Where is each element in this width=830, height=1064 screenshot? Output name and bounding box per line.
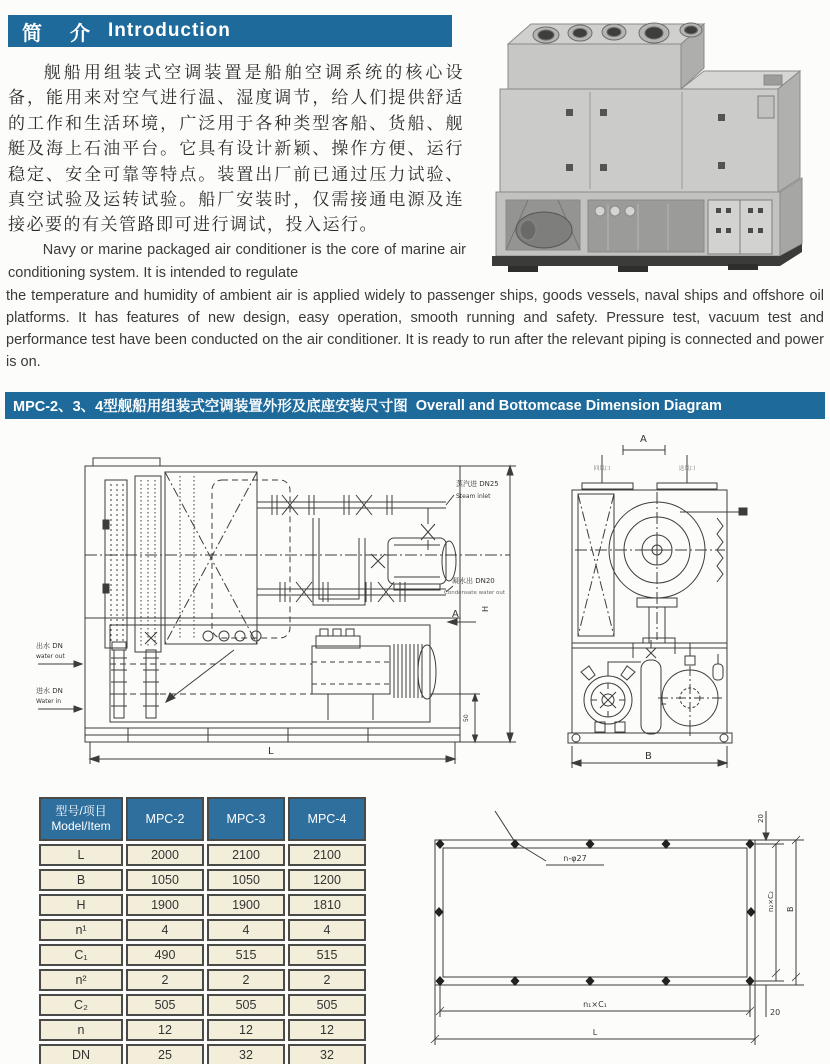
product-photo	[468, 6, 830, 282]
table-header-row	[39, 797, 366, 841]
dimension-value: 2	[288, 969, 366, 991]
dim-b-vertical: B	[786, 906, 795, 912]
dimension-value: 2100	[207, 844, 285, 866]
table-row	[39, 919, 366, 941]
dimension-value: 505	[288, 994, 366, 1016]
table-header-model-item	[39, 797, 123, 841]
hole-count-note: n-φ27	[563, 854, 587, 863]
dimension-section-header-bar	[5, 392, 825, 419]
table-row	[39, 894, 366, 916]
dimension-value: 515	[288, 944, 366, 966]
intro-title-zh: 简 介	[22, 22, 94, 45]
dimension-value: 1900	[126, 894, 204, 916]
intro-header-bar	[8, 15, 452, 47]
table-row	[39, 969, 366, 991]
water-out-label-en: water out	[36, 653, 65, 660]
dimension-value: 1810	[288, 894, 366, 916]
dimension-value: 12	[207, 1019, 285, 1041]
condensate-out-label-zh: 凝水出 DN20	[452, 577, 495, 585]
steam-inlet-label-zh: 蒸汽进 DN25	[456, 480, 499, 488]
return-air-nozzle-label: 回风口	[593, 466, 611, 472]
dimension-value: 2	[126, 969, 204, 991]
water-out-label-zh: 出水 DN	[36, 642, 63, 650]
row-label: C₂	[39, 994, 123, 1016]
dimension-value: 2000	[126, 844, 204, 866]
column-mpc4: MPC-4	[288, 797, 366, 841]
table-row	[39, 1019, 366, 1041]
dim-n2c2: n₂×C₂	[767, 891, 775, 912]
water-in-label-zh: 进水 DN	[36, 687, 63, 695]
row-label: B	[39, 869, 123, 891]
base-height-dim-label: 50	[463, 714, 470, 722]
dim-20-top: 20	[757, 814, 765, 823]
dim-n1c1: n₁×C₁	[583, 1000, 607, 1009]
water-in-label-en: Water in	[36, 698, 62, 705]
dimension-value: 2100	[288, 844, 366, 866]
supply-air-nozzle-label: 送风口	[678, 466, 696, 472]
dimension-value: 12	[288, 1019, 366, 1041]
row-label: L	[39, 844, 123, 866]
dimension-value: 4	[207, 919, 285, 941]
dimension-table-body	[39, 844, 366, 1064]
dim-20-bottom: 20	[770, 1008, 781, 1017]
table-row	[39, 944, 366, 966]
row-label: n²	[39, 969, 123, 991]
bolt-hole-markers	[435, 839, 756, 986]
table-header-en: Model/Item	[51, 819, 111, 833]
row-label: DN	[39, 1044, 123, 1064]
column-mpc3: MPC-3	[207, 797, 285, 841]
dimension-value: 490	[126, 944, 204, 966]
height-dim-label: H	[481, 605, 490, 612]
section-title-en: Overall and Bottomcase Dimension Diagram	[415, 397, 722, 414]
side-view-drawing	[28, 432, 538, 784]
table-row	[39, 1044, 366, 1064]
row-label: n¹	[39, 919, 123, 941]
intro-title-en: Introduction	[108, 20, 231, 41]
steam-inlet-label-en: Steam inlet	[456, 493, 491, 500]
dimension-table	[36, 794, 369, 1064]
view-arrow-label: A	[452, 609, 459, 620]
dimension-value: 505	[207, 994, 285, 1016]
condensate-out-label-en: Condensate water out	[444, 590, 506, 596]
dim-l-horizontal: L	[592, 1028, 598, 1037]
row-label: H	[39, 894, 123, 916]
dimension-value: 32	[288, 1044, 366, 1064]
dimension-value: 1050	[207, 869, 285, 891]
dimension-value: 515	[207, 944, 285, 966]
end-view-drawing	[545, 428, 830, 788]
dimension-value: 505	[126, 994, 204, 1016]
dimension-value: 32	[207, 1044, 285, 1064]
table-row	[39, 994, 366, 1016]
table-row	[39, 844, 366, 866]
intro-paragraph-en-narrow: Navy or marine packaged air conditioner is the core of marine air conditioning system. It is intended to regulate	[8, 242, 466, 281]
section-title-zh: MPC-2、3、4型舰船用组装式空调装置外形及底座安装尺寸图	[13, 399, 408, 415]
width-dim-b-label: B	[645, 751, 652, 762]
dimension-value: 1200	[288, 869, 366, 891]
row-label: n	[39, 1019, 123, 1041]
dimension-value: 1050	[126, 869, 204, 891]
dimension-value: 25	[126, 1044, 204, 1064]
dimension-value: 4	[126, 919, 204, 941]
row-label: C₁	[39, 944, 123, 966]
dimension-value: 2	[207, 969, 285, 991]
table-row	[39, 869, 366, 891]
dimension-value: 12	[126, 1019, 204, 1041]
intro-paragraph-zh: 舰船用组装式空调装置是船舶空调系统的核心设备，能用来对空气进行温、湿度调节，给人们提供舒适的工作和生活环境，广泛用于各种类型客船、货船、舰艇及海上石油平台。它具有设计新颖、操作方便、运行稳定、安全可靠等特点。装置出厂前已通过压力试验、真空试验及运转试验。船厂安装时，仅需接通电源及连接必要的有关管路即可进行调试，投入运行。	[8, 63, 464, 235]
column-mpc2: MPC-2	[126, 797, 204, 841]
intro-paragraph-en-wide: the temperature and humidity of ambient air is applied widely to passenger ships, goods vessels, naval ships and offshore oil platforms. It has features of new design, easy operation, smooth running and safety. Pressure test, vacuum test and performance test have been conducted on the air conditioner. It is ready to run after the relevant piping is connected and power is on.	[6, 288, 824, 370]
base-installation-diagram	[420, 795, 830, 1064]
dimension-value: 1900	[207, 894, 285, 916]
width-dim-a-label: A	[640, 434, 647, 445]
length-dim-label: L	[268, 746, 274, 757]
dimension-value: 4	[288, 919, 366, 941]
table-header-zh: 型号/项目	[55, 804, 107, 818]
